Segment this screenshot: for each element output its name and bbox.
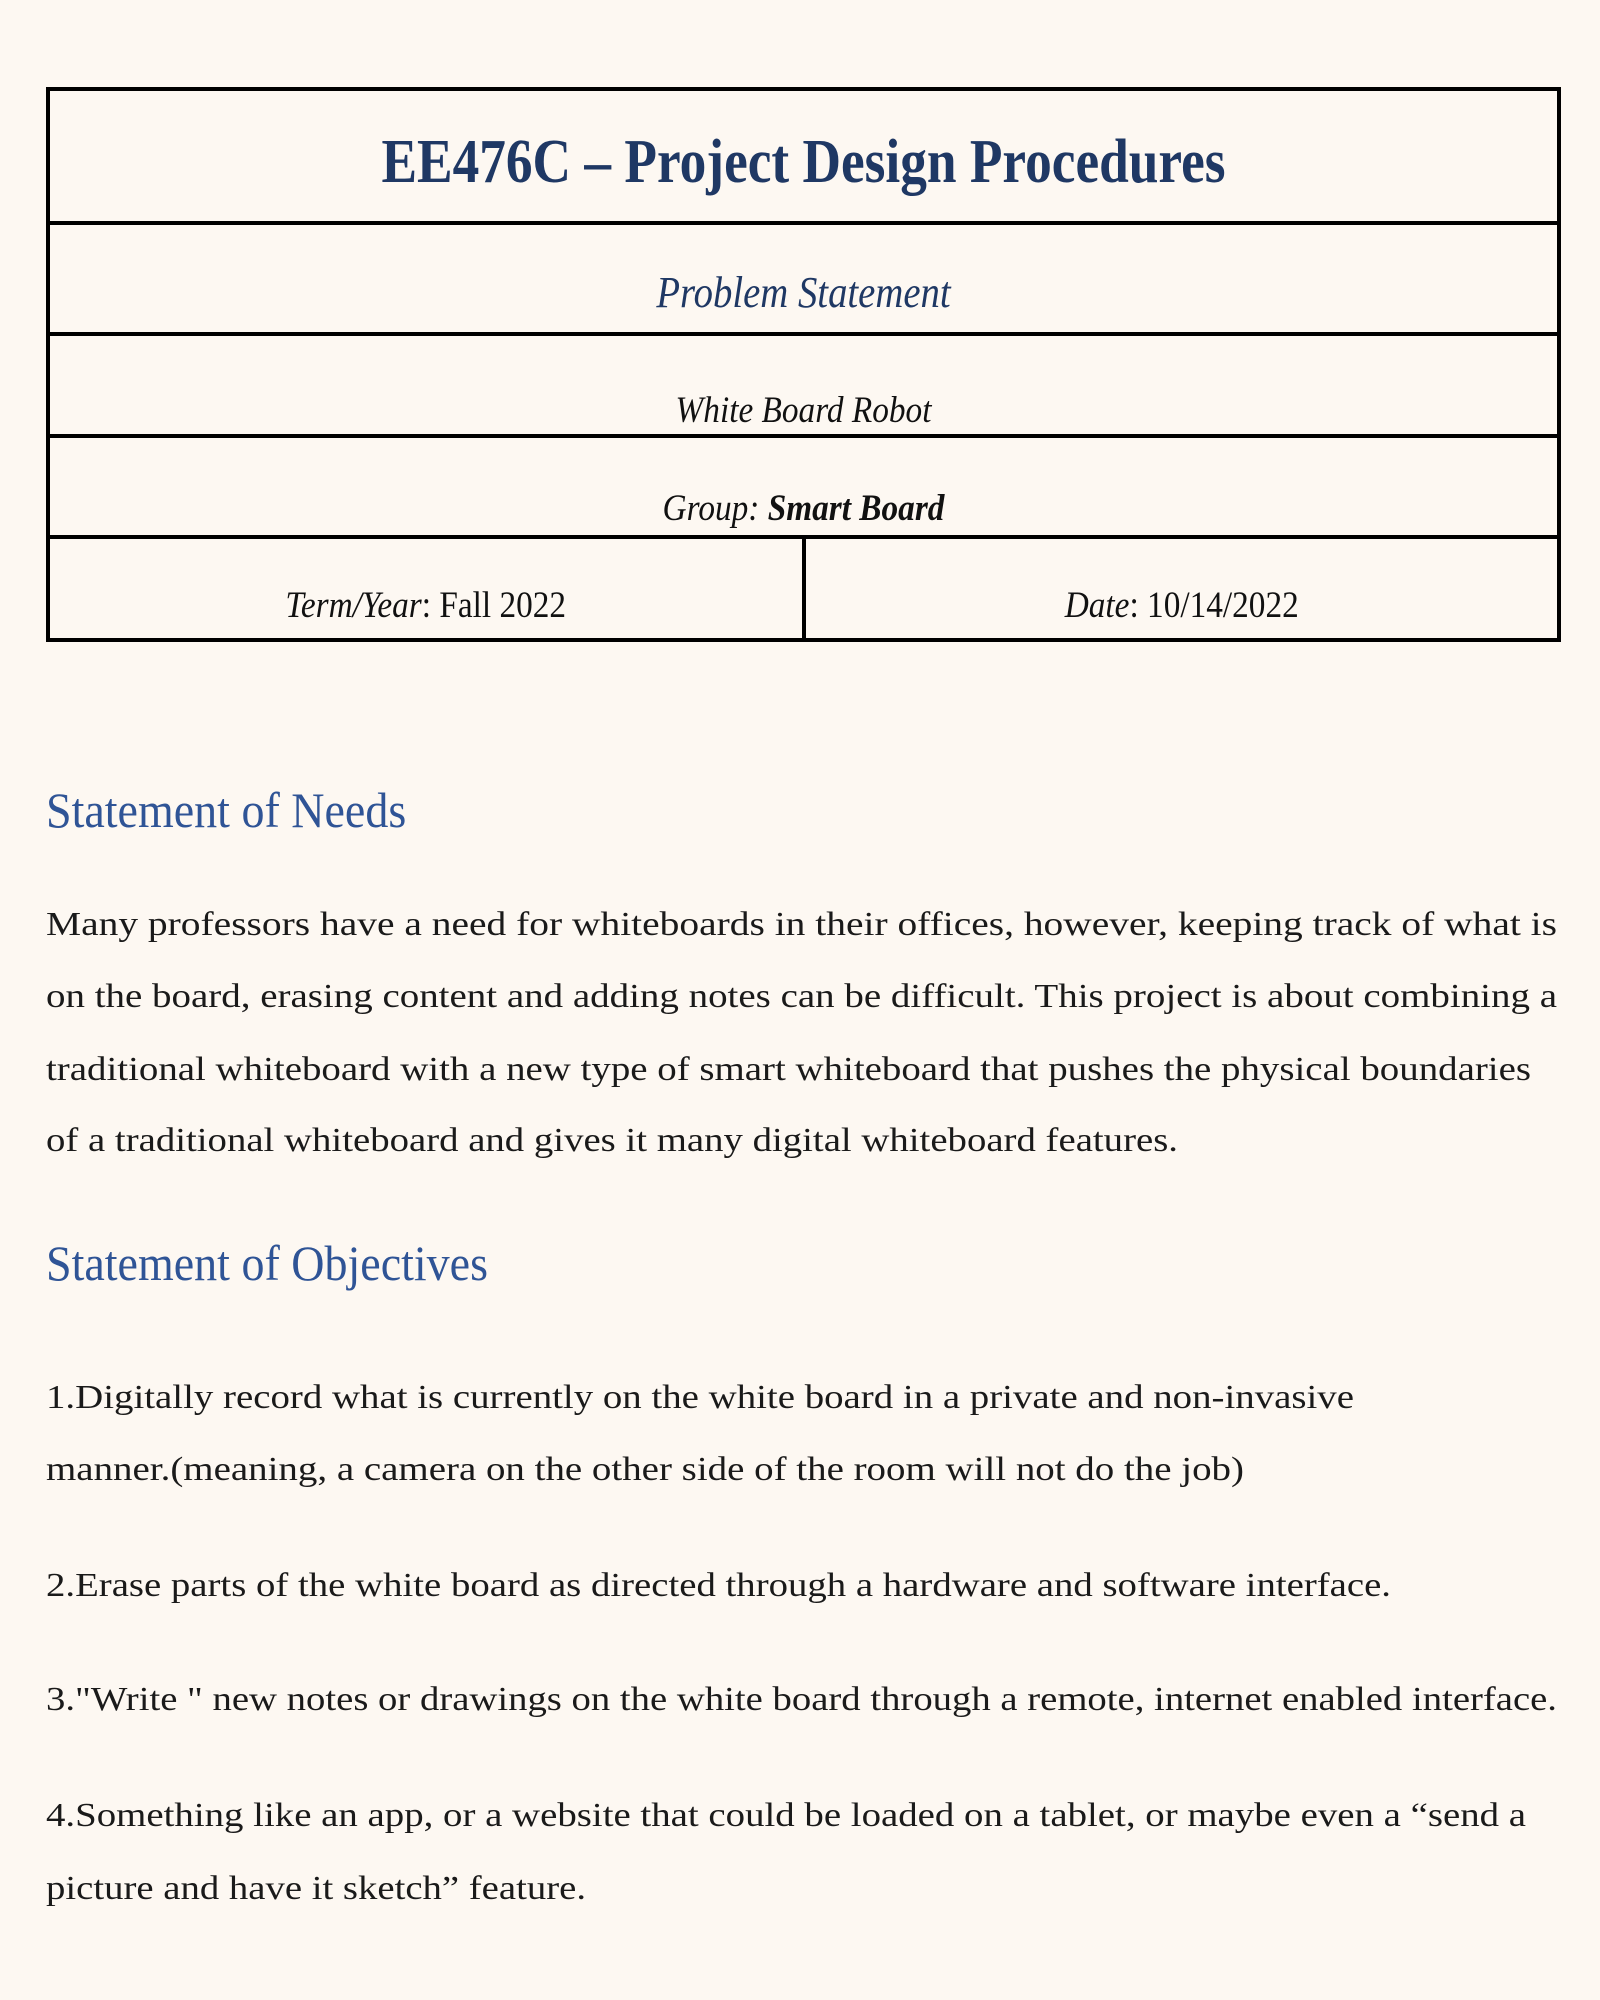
term-value: : Fall 2022 — [421, 585, 567, 626]
objective-line: 3."Write " new notes or drawings on the white board through a remote, internet enabled interface. — [46, 1681, 1557, 1718]
needs-line: of a traditional whiteboard and gives it many digital whiteboard features. — [46, 1122, 1178, 1159]
header-table — [46, 87, 1561, 642]
group-info — [125, 490, 1481, 527]
project-row — [50, 336, 1557, 438]
date-value: : 10/14/2022 — [1128, 585, 1299, 626]
title-row — [50, 91, 1557, 225]
date-info — [843, 587, 1519, 624]
needs-line: traditional whiteboard with a new type of smart whiteboard that pushes the physical boundaries — [46, 1051, 1531, 1088]
objective-line: manner.(meaning, a camera on the other side of the room will not do the job) — [46, 1451, 1244, 1488]
objectives-heading: Statement of Objectives — [46, 1235, 488, 1291]
group-row — [50, 438, 1557, 539]
term-info — [88, 587, 764, 624]
needs-line: Many professors have a need for whiteboards in their offices, however, keeping track of what is — [46, 906, 1557, 943]
term-cell — [50, 539, 806, 638]
objective-line: picture and have it sketch” feature. — [46, 1870, 586, 1907]
subtitle-row — [50, 225, 1557, 336]
document-subtitle: Problem Statement — [656, 268, 951, 317]
objective-line: 1.Digitally record what is currently on the white board in a private and non-invasive — [46, 1379, 1354, 1416]
meta-row — [50, 539, 1557, 638]
group-label: Group: — [662, 488, 768, 529]
date-label: Date — [1064, 585, 1129, 626]
document-title: EE476C – Project Design Procedures — [381, 128, 1226, 196]
project-name: White Board Robot — [675, 390, 932, 431]
needs-heading: Statement of Needs — [46, 782, 407, 838]
objective-line: 2.Erase parts of the white board as directed through a hardware and software interface. — [46, 1567, 1391, 1604]
date-cell — [806, 539, 1558, 638]
needs-line: on the board, erasing content and adding notes can be difficult. This project is about combining a — [46, 978, 1557, 1015]
objective-line: 4.Something like an app, or a website that could be loaded on a tablet, or maybe even a “send a — [46, 1797, 1526, 1834]
term-label: Term/Year — [285, 585, 422, 626]
group-value: Smart Board — [767, 488, 945, 529]
